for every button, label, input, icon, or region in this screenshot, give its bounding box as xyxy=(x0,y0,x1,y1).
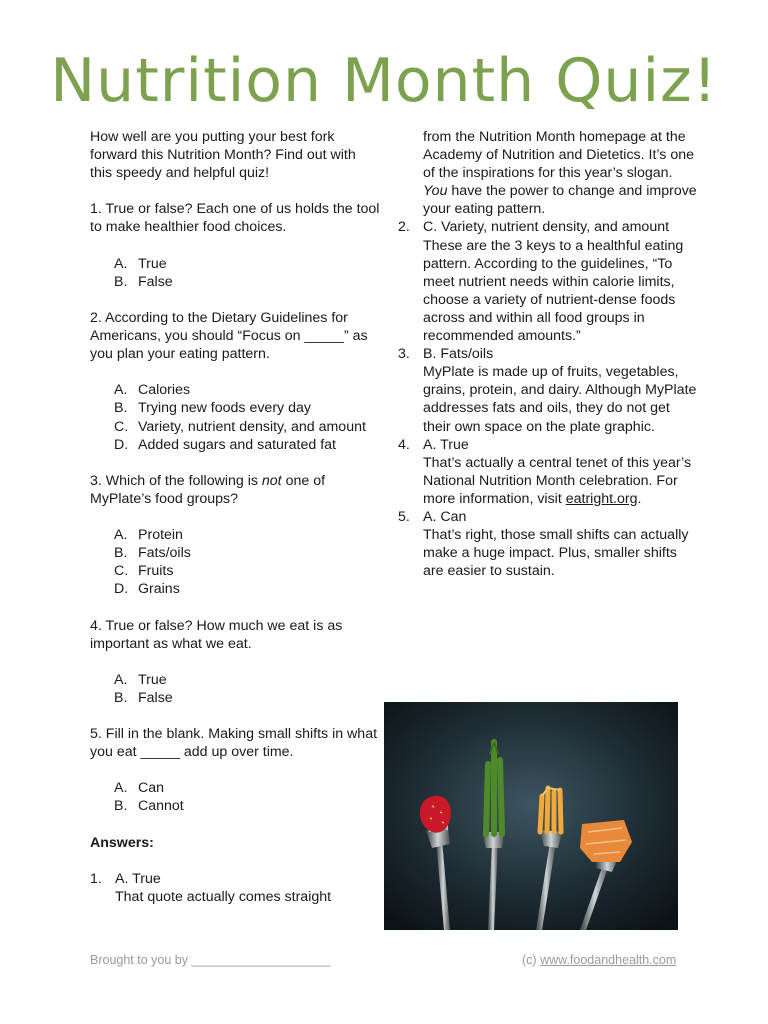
eatright-link[interactable]: eatright.org xyxy=(565,490,638,507)
page-title: Nutrition Month Quiz! xyxy=(50,46,718,116)
answers-column xyxy=(398,128,698,580)
question-1: 1. True or false? Each one of us holds the tool to make healthier food choices. xyxy=(90,201,380,236)
forks-with-food-photo xyxy=(384,702,678,930)
option-3a: A. Protein xyxy=(114,527,183,544)
option-2d: D. Added sugars and saturated fat xyxy=(114,436,336,453)
option-2c: C. Variety, nutrient density, and amount xyxy=(114,418,366,435)
option-4b: B. False xyxy=(114,689,173,706)
copyright-footer: (c) www.foodandhealth.com xyxy=(522,953,677,967)
answer-2-head: 2. C. Variety, nutrient density, and amount xyxy=(398,219,670,236)
option-4a: A. True xyxy=(114,671,167,688)
option-5a: A. Can xyxy=(114,780,165,797)
answer-4-body: That’s actually a central tenet of this year’s National Nutrition Month celebration. For more information, visit eatright.org. xyxy=(423,454,692,507)
option-3c: C. Fruits xyxy=(114,563,174,580)
answer-5-head: 5. A. Can xyxy=(398,508,467,525)
question-3: 3. Which of the following is not one of MyPlate’s food groups? xyxy=(90,472,326,507)
question-5: 5. Fill in the blank. Making small shifts in what you eat _____ add up over time. xyxy=(90,726,378,761)
option-3b: B. Fats/oils xyxy=(114,545,191,562)
answer-2-body: These are the 3 keys to a healthful eating pattern. According to the guidelines, “To meet nutrient needs within calorie limits, choose a variety of nutrient-dense foods across and within all food groups in recommended amounts.” xyxy=(423,237,684,345)
answer-3-head: 3. B. Fats/oils xyxy=(398,346,494,363)
question-4: 4. True or false? How much we eat is as important as what we eat. xyxy=(90,617,343,652)
option-1b: B. False xyxy=(114,273,173,290)
option-2a: A. Calories xyxy=(114,382,191,399)
answer-4-head: 4. A. True xyxy=(398,436,469,453)
option-5b: B. Cannot xyxy=(114,798,184,815)
quiz-column xyxy=(90,128,380,906)
question-2: 2. According to the Dietary Guidelines for Americans, you should “Focus on _____” as you plan your eating pattern. xyxy=(90,309,368,363)
answer-5-body: That’s right, those small shifts can actually make a huge impact. Plus, smaller shifts are easier to sustain. xyxy=(423,527,689,580)
brought-to-you-by: Brought to you by ____________________ xyxy=(90,953,331,967)
answer-1-head: 1. A. True xyxy=(90,870,161,887)
answer-1-body-start: That quote actually comes straight xyxy=(115,888,332,905)
option-2b: B. Trying new foods every day xyxy=(114,400,311,417)
option-3d: D. Grains xyxy=(114,581,180,598)
foodandhealth-link[interactable]: www.foodandhealth.com xyxy=(540,953,677,967)
option-1a: A. True xyxy=(114,255,167,272)
intro-text: How well are you putting your best fork forward this Nutrition Month? Find out with this speedy and helpful quiz! xyxy=(90,129,356,182)
answers-heading: Answers: xyxy=(90,834,154,851)
answer-3-body: MyPlate is made up of fruits, vegetables, grains, protein, and dairy. Although MyPlate addresses fats and oils, they do not get their own space on the plate graphic. xyxy=(423,364,697,435)
answer-1-body-cont: from the Nutrition Month homepage at the Academy of Nutrition and Dietetics. It’s one of the inspirations for this year’s slogan. You have the power to change and improve your eating pattern. xyxy=(423,129,697,218)
